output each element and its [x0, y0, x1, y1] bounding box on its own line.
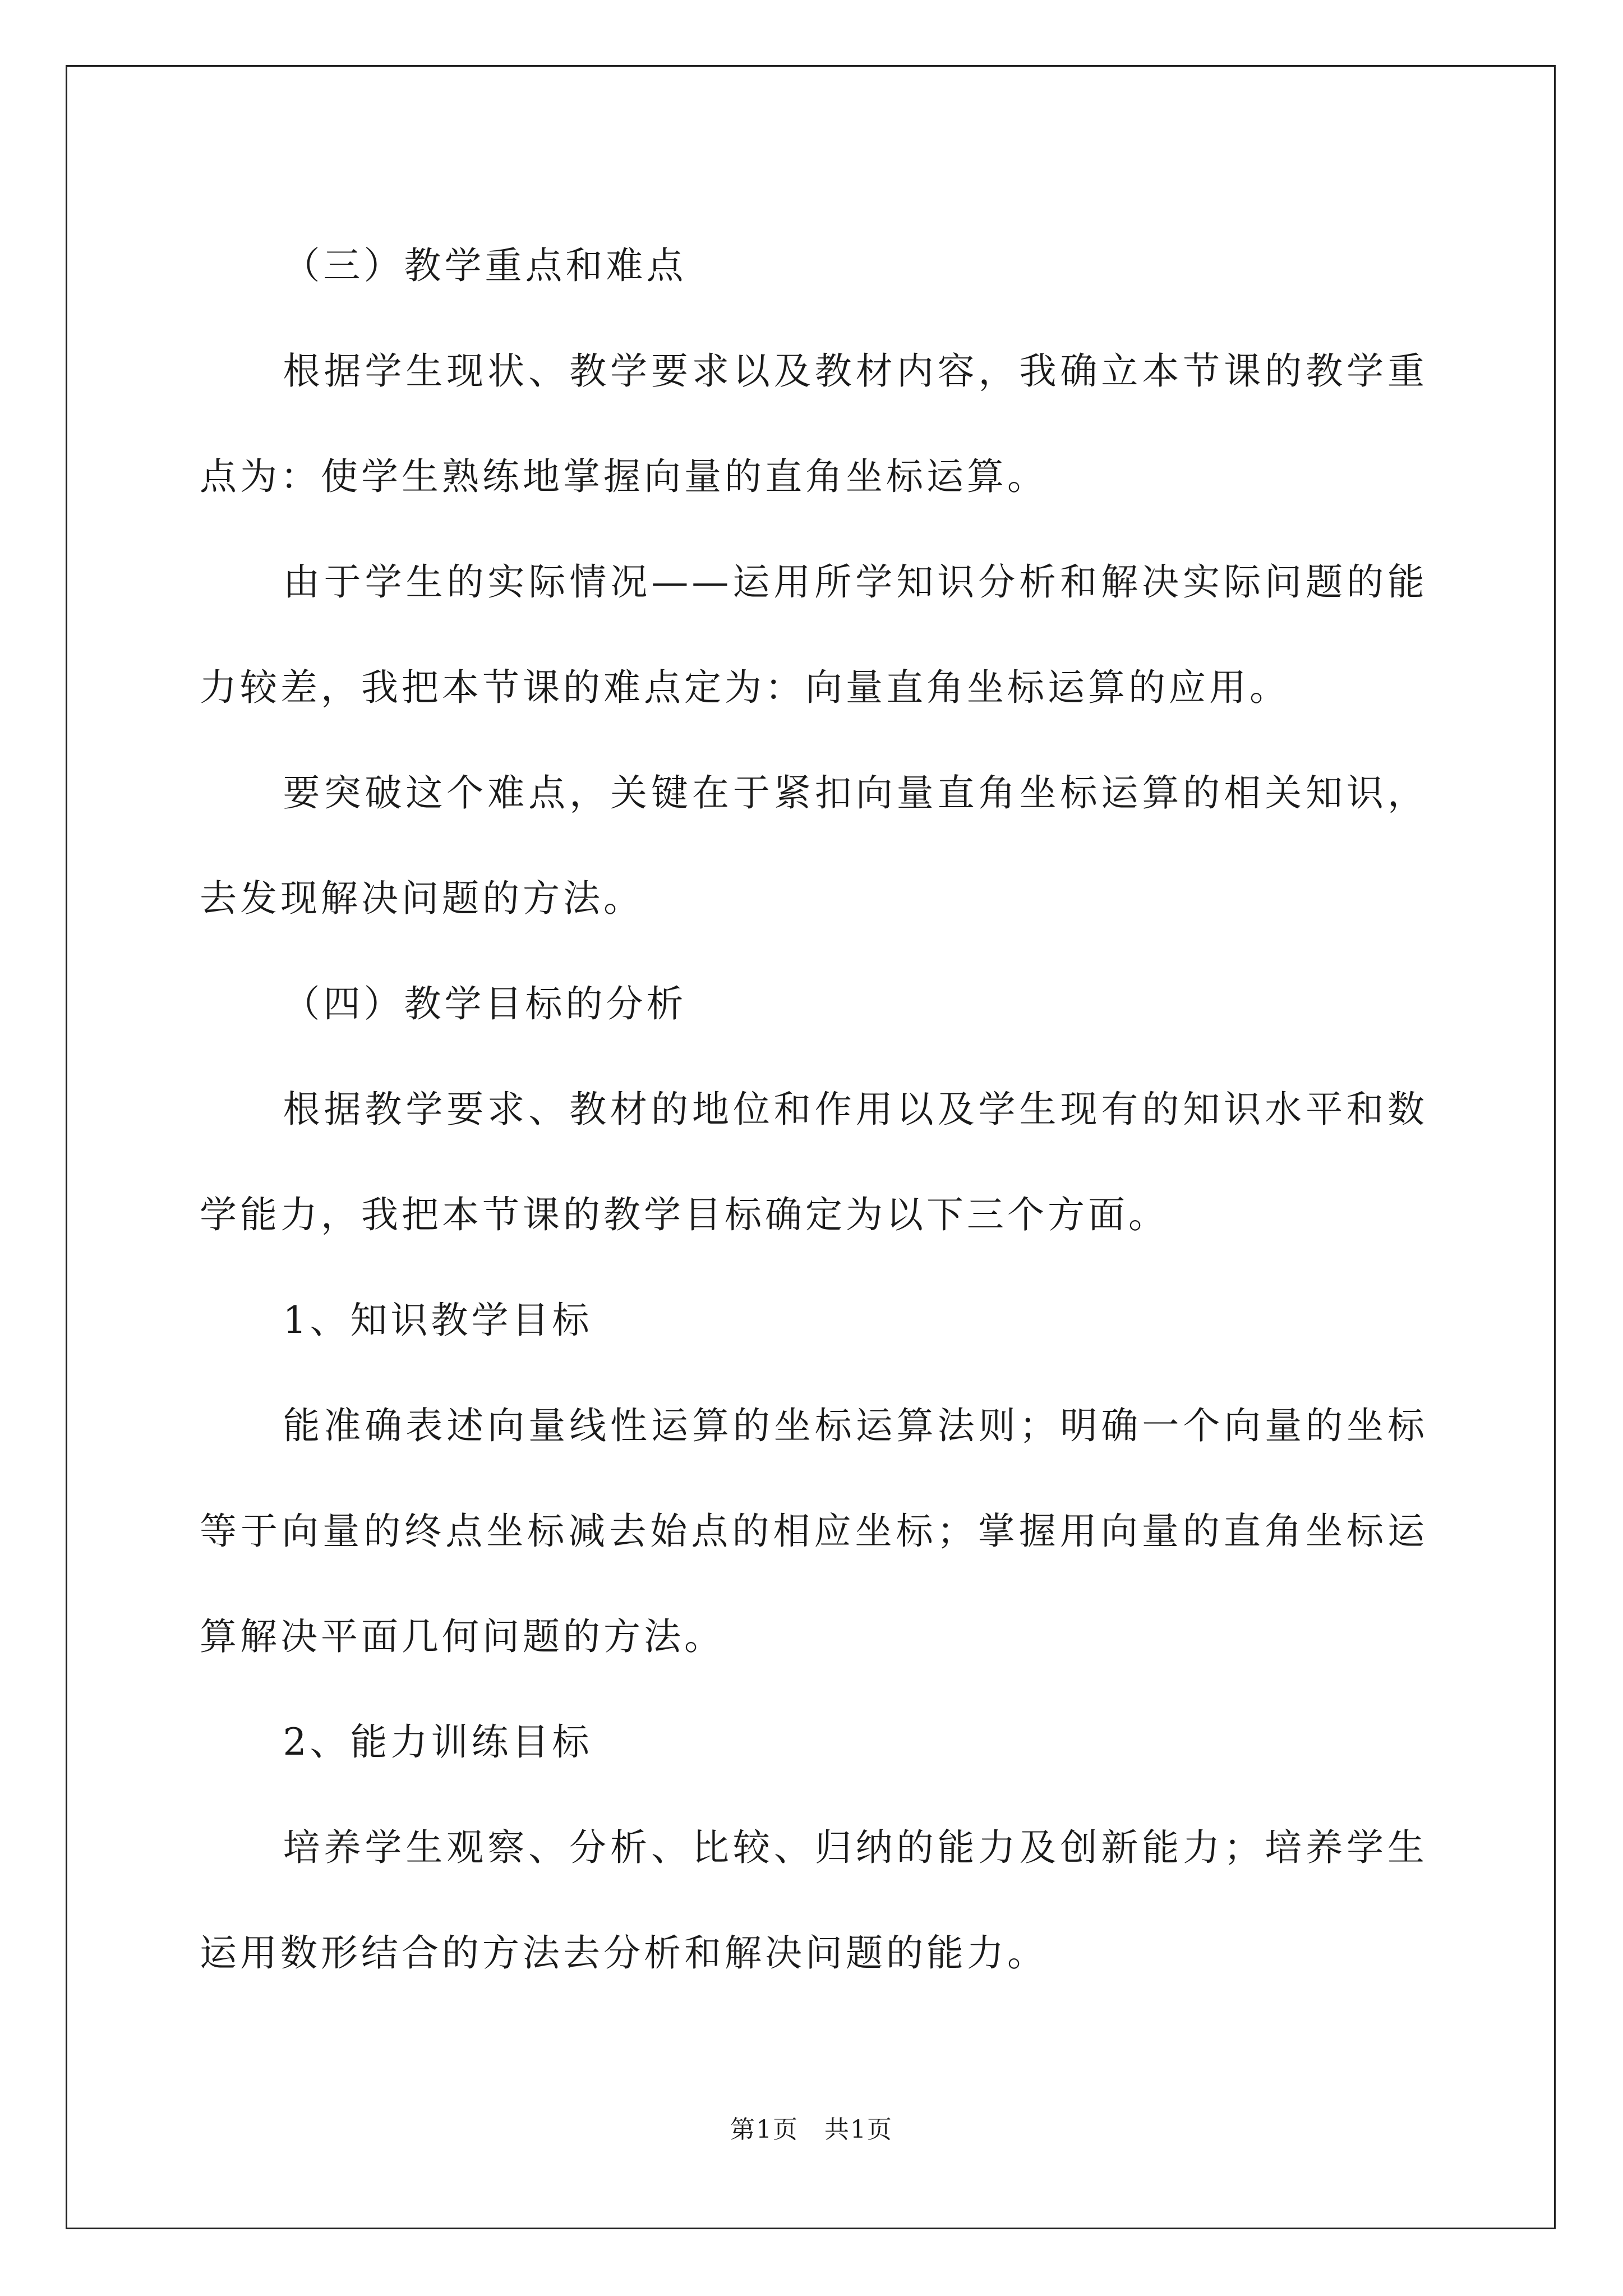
page-number: 第1页 共1页 [730, 2115, 893, 2144]
paragraph-ability-objective: 培养学生观察、分析、比较、归纳的能力及创新能力；培养学生运用数形结合的方法去分析和解决问题的能力。 [200, 1826, 1428, 1975]
section-heading-key-points: （三）教学重点和难点 [283, 244, 687, 287]
paragraph-knowledge-objective: 能准确表述向量线性运算的坐标运算法则；明确一个向量的坐标等于向量的终点坐标减去始点的相应坐标；掌握用向量的直角坐标运算解决平面几何问题的方法。 [200, 1404, 1428, 1658]
subheading-knowledge-objective: 1、知识教学目标 [283, 1299, 593, 1342]
subheading-ability-objective: 2、能力训练目标 [283, 1720, 593, 1764]
paragraph-difficulty: 由于学生的实际情况——运用所学知识分析和解决实际问题的能力较差，我把本节课的难点定为：向量直角坐标运算的应用。 [200, 560, 1428, 709]
document-body [200, 213, 1428, 2006]
section-heading-objectives: （四）教学目标的分析 [283, 982, 687, 1025]
paragraph-objectives-intro: 根据教学要求、教材的地位和作用以及学生现有的知识水平和数学能力，我把本节课的教学目标确定为以下三个方面。 [200, 1088, 1428, 1236]
paragraph-key-point: 根据学生现状、教学要求以及教材内容，我确立本节课的教学重点为：使学生熟练地掌握向量的直角坐标运算。 [200, 349, 1428, 498]
paragraph-breakthrough: 要突破这个难点，关键在于紧扣向量直角坐标运算的相关知识，去发现解决问题的方法。 [200, 771, 1428, 920]
